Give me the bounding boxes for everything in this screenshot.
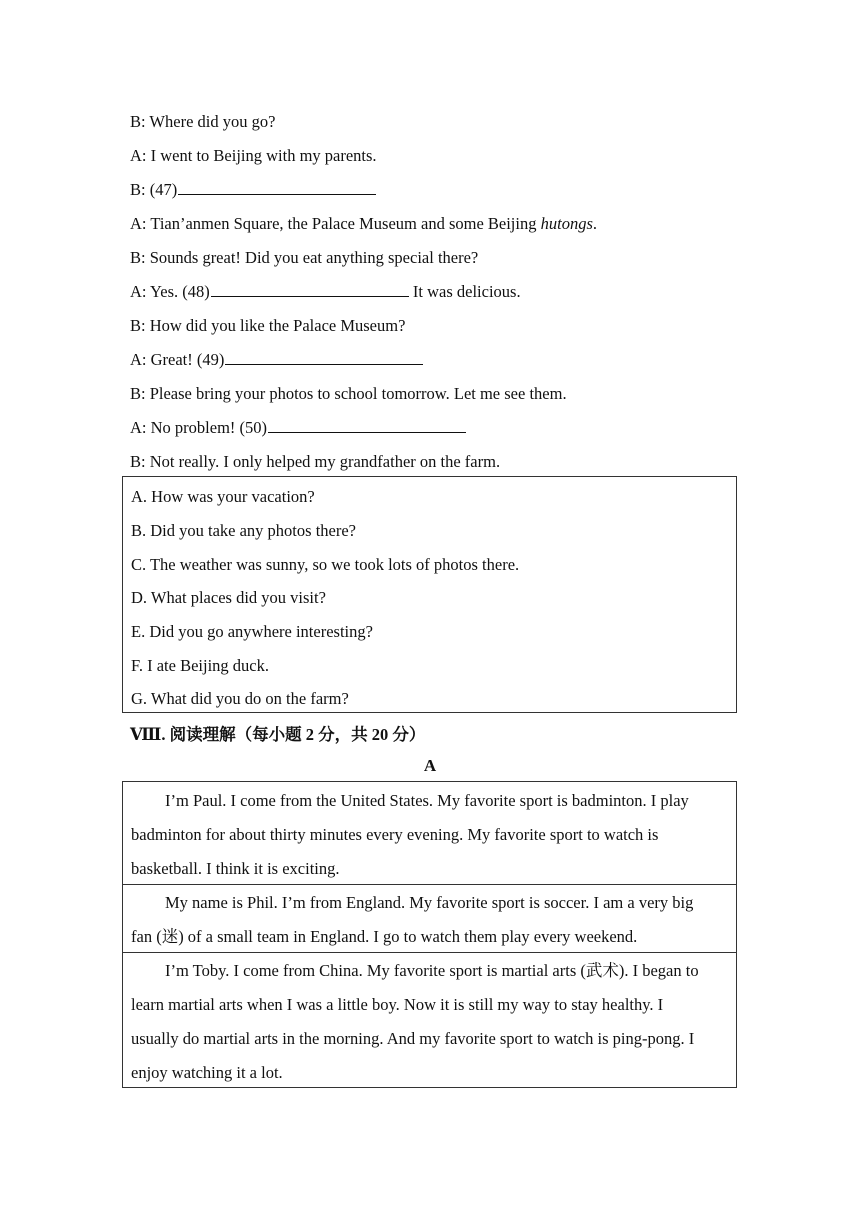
- section-heading: Ⅷ. 阅读理解（每小题 2 分，共 20 分）: [130, 725, 426, 744]
- passage-line: I’m Paul. I come from the United States. My favorite sport is badminton. I play: [165, 791, 689, 810]
- speaker-label: B:: [130, 384, 146, 403]
- dialogue-text-end: .: [592, 214, 597, 233]
- passage-line: usually do martial arts in the morning. And my favorite sport to watch is ping-pong. I: [131, 1029, 695, 1048]
- dialogue-text: Sounds great! Did you eat anything special there?: [149, 248, 479, 267]
- passage-line: enjoy watching it a lot.: [131, 1063, 283, 1082]
- option-a: A. How was your vacation?: [131, 487, 315, 506]
- dialogue-text: Where did you go?: [149, 112, 276, 131]
- answer-blank-50[interactable]: [268, 418, 466, 433]
- speaker-label: B:: [130, 316, 146, 335]
- speaker-label: B:: [130, 452, 146, 471]
- speaker-label: A:: [130, 350, 147, 369]
- dialogue-line-10: [130, 418, 466, 438]
- answer-blank-47[interactable]: [178, 180, 376, 195]
- speaker-label: A:: [130, 282, 147, 301]
- dialogue-text: No problem! (50): [150, 418, 268, 437]
- speaker-label: A:: [130, 146, 147, 165]
- dialogue-line-2: [130, 146, 377, 166]
- option-e: E. Did you go anywhere interesting?: [131, 622, 373, 641]
- dialogue-line-1: [130, 112, 275, 132]
- dialogue-line-8: [130, 350, 423, 370]
- passage-toby: [123, 952, 736, 1087]
- passage-line: My name is Phil. I’m from England. My favorite sport is soccer. I am a very big: [165, 893, 694, 912]
- dialogue-line-4: [130, 214, 597, 234]
- speaker-label: A:: [130, 214, 147, 233]
- options-box: [122, 476, 737, 713]
- dialogue-text: Yes. (48): [150, 282, 210, 301]
- dialogue-line-3: [130, 180, 376, 200]
- speaker-label: A:: [130, 418, 147, 437]
- passage-line: fan (迷) of a small team in England. I go to watch them play every weekend.: [131, 927, 638, 946]
- dialogue-text: Tian’anmen Square, the Palace Museum and some Beijing: [150, 214, 541, 233]
- dialogue-line-7: [130, 316, 405, 336]
- dialogue-text: (47): [149, 180, 178, 199]
- answer-blank-49[interactable]: [225, 350, 423, 365]
- dialogue-line-11: [130, 452, 500, 472]
- passage-line: badminton for about thirty minutes every evening. My favorite sport to watch is: [131, 825, 659, 844]
- answer-blank-48[interactable]: [211, 282, 409, 297]
- dialogue-text: Great! (49): [150, 350, 225, 369]
- passage-line: learn martial arts when I was a little boy. Now it is still my way to stay healthy. I: [131, 995, 664, 1014]
- passage-label: A: [423, 756, 437, 775]
- dialogue-text-end: It was delicious.: [408, 282, 521, 301]
- speaker-label: B:: [130, 248, 146, 267]
- option-g: G. What did you do on the farm?: [131, 689, 349, 708]
- dialogue-text: How did you like the Palace Museum?: [149, 316, 406, 335]
- dialogue-line-9: [130, 384, 567, 404]
- dialogue-text: Not really. I only helped my grandfather on the farm.: [149, 452, 501, 471]
- option-c: C. The weather was sunny, so we took lots of photos there.: [131, 555, 520, 574]
- passage-line: basketball. I think it is exciting.: [131, 859, 340, 878]
- passage-phil: [123, 884, 736, 953]
- passage-line: I’m Toby. I come from China. My favorite sport is martial arts (武术). I began to: [165, 961, 699, 980]
- passage-paul: [123, 782, 736, 885]
- speaker-label: B:: [130, 112, 146, 131]
- dialogue-text: I went to Beijing with my parents.: [150, 146, 377, 165]
- dialogue-text: Please bring your photos to school tomorrow. Let me see them.: [149, 384, 567, 403]
- passage-table: [122, 781, 737, 1088]
- option-f: F. I ate Beijing duck.: [131, 656, 269, 675]
- option-b: B. Did you take any photos there?: [131, 521, 356, 540]
- speaker-label: B:: [130, 180, 146, 199]
- dialogue-line-5: [130, 248, 478, 268]
- option-d: D. What places did you visit?: [131, 588, 326, 607]
- dialogue-line-6: [130, 282, 521, 302]
- italic-term: hutongs: [540, 214, 593, 233]
